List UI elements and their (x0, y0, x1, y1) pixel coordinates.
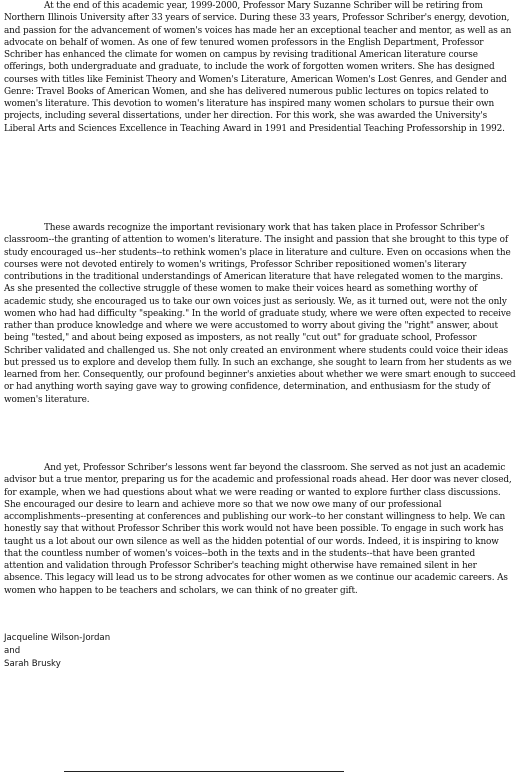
signature-name-2: Sarah Brusky (4, 659, 61, 669)
paragraph-1-text: At the end of this academic year, 1999-2000, Professor Mary Suzanne Schriber will be retiring from Northern Illinois University after 33 years of service. During these 33 years, Professor Schriber's energy, devotion, and passion for the advancement of women's voices has made her an exceptional teacher and mentor, as well as an advocate on behalf of women. As one of few tenured women professors in the English Department, Professor Schriber has enhanced the climate for women on campus by revising traditional American literature course offerings, both undergraduate and graduate, to include the work of forgotten women writers. She has designed courses with titles like Feminist Theory and Women's Literature, American Women's Lost Genres, and Gender and Genre: Travel Books of American Women, and she has delivered numerous public lectures on topics related to women's literature. This devotion to women's literature has inspired many women scholars to pursue their own projects, including several dissertations, under her direction. For this work, she was awarded the University's Liberal Arts and Sciences Excellence in Teaching Award in 1991 and Presidential Teaching Professorship in 1992. (4, 1, 512, 134)
signature-conjunction: and (4, 646, 21, 656)
paragraph-3 (4, 462, 516, 597)
paragraph-2 (4, 222, 516, 406)
signature-name-1: Jacqueline Wilson-Jordan (4, 633, 111, 643)
paragraph-2-text: These awards recognize the important revisionary work that has taken place in Professor Schriber's classroom--the granting of attention to women's literature. The insight and passion that she brought to this type of study encouraged us--her students--to rethink women's place in literature and culture. Even on occasions when the courses were not devoted entirely to women's writings, Professor Schriber repositioned women's literary contributions in the traditional understandings of American literature that have relegated women to the margins. As she presented the collective struggle of these women to make their voices heard as something worthy of academic study, she encouraged us to take our own voices just as seriously. We, as it turned out, were not the only women who had had difficulty "speaking." In the world of graduate study, where we were often expected to receive rather than produce knowledge and where we were accustomed to worry about giving the "right" answer, about being "tested," and about being exposed as imposters, as not really "cut out" for graduate school, Professor Schriber validated and challenged us. She not only created an environment where students could voice their ideas but pressed us to explore and develop them fully. In such an exchange, she sought to learn from her students as we learned from her. Consequently, our profound beginner's anxieties about whether we were smart enough to succeed or had anything worth saying gave way to growing confidence, determination, and enthusiasm for the study of women's literature. (4, 223, 516, 405)
footer-divider (64, 771, 344, 772)
paragraph-3-text: And yet, Professor Schriber's lessons went far beyond the classroom. She served as not just an academic advisor but a true mentor, preparing us for the academic and professional roads ahead. Her door was never closed, for example, when we had questions about what we were reading or wanted to explore further class discussions. She encouraged our desire to learn and achieve more so that we now owe many of our professional accomplishments--presenting at conferences and publishing our work--to her constant willingness to help. We can honestly say that without Professor Schriber this work would not have been possible. To engage in such work has taught us a lot about our own silence as well as the hidden potential of our words. Indeed, it is inspiring to know that the countless number of women's voices--both in the texts and in the students--that have been granted attention and validation through Professor Schriber's teaching might otherwise have remained silent in her absence. This legacy will lead us to be strong advocates for other women as we continue our academic careers. As women who happen to be teachers and scholars, we can think of no greater gift. (4, 463, 512, 596)
signature-block (4, 632, 110, 671)
paragraph-1 (4, 0, 516, 135)
